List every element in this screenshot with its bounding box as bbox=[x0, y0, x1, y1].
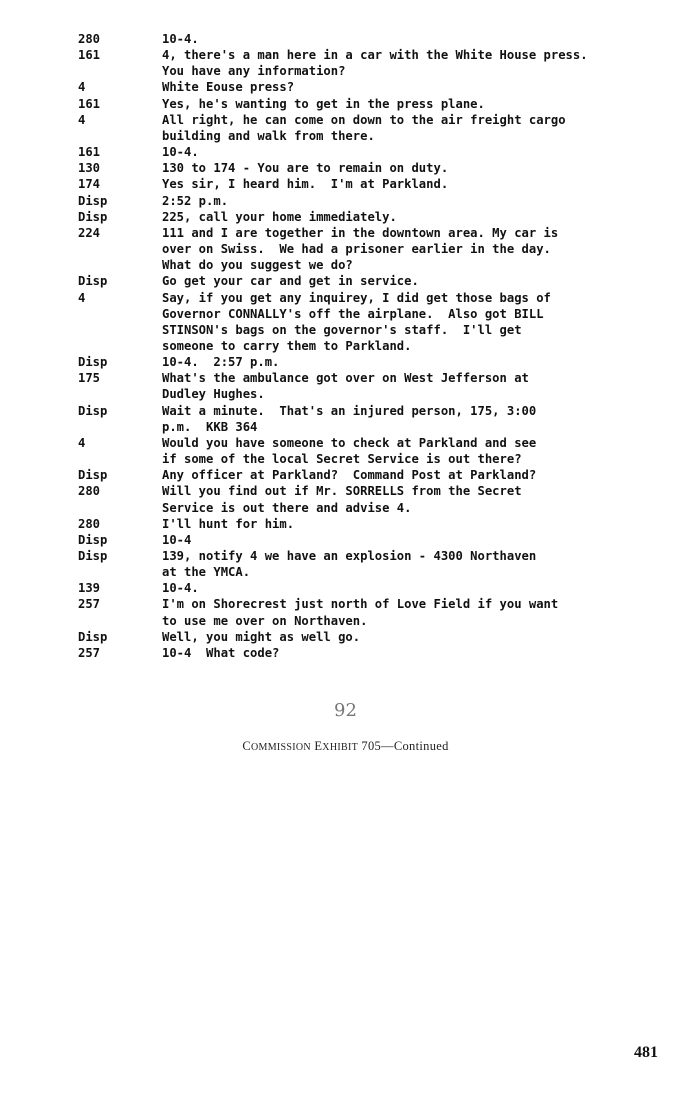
message-text bbox=[162, 596, 668, 628]
message-text bbox=[162, 225, 668, 273]
message-line: over on Swiss. We had a prisoner earlier in the day. bbox=[162, 242, 551, 257]
message-text bbox=[162, 112, 668, 144]
message-line: Say, if you get any inquirey, I did get those bags of bbox=[162, 290, 551, 305]
unit-id: 257 bbox=[78, 645, 101, 660]
message-line: What's the ambulance got over on West Jefferson at bbox=[162, 371, 529, 386]
message-line: I'll hunt for him. bbox=[162, 516, 295, 531]
message-line: You have any information? bbox=[162, 64, 346, 79]
transcript-entry bbox=[78, 483, 668, 515]
message-text bbox=[162, 532, 668, 548]
transcript-entry bbox=[78, 193, 668, 209]
transcript-entry bbox=[78, 225, 668, 273]
message-line: 130 to 174 - You are to remain on duty. bbox=[162, 161, 449, 176]
transcript-entry bbox=[78, 160, 668, 176]
page-number: 481 bbox=[634, 1044, 658, 1061]
transcript-entry bbox=[78, 79, 668, 95]
message-line: Go get your car and get in service. bbox=[162, 274, 419, 289]
message-line: I'm on Shorecrest just north of Love Field if you want bbox=[162, 597, 559, 612]
transcript-entry bbox=[78, 467, 668, 483]
message-line: 10-4. bbox=[162, 581, 199, 596]
message-line: 10-4 What code? bbox=[162, 645, 280, 660]
message-text bbox=[162, 645, 668, 661]
transcript-entry bbox=[78, 403, 668, 435]
message-line: building and walk from there. bbox=[162, 128, 375, 143]
message-text bbox=[162, 580, 668, 596]
unit-id: 257 bbox=[78, 597, 101, 612]
unit-id: Disp bbox=[78, 629, 108, 644]
message-line: Yes sir, I heard him. I'm at Parkland. bbox=[162, 177, 449, 192]
message-text bbox=[162, 370, 668, 402]
transcript-entry bbox=[78, 96, 668, 112]
message-line: All right, he can come on down to the air freight cargo bbox=[162, 112, 566, 127]
message-line: Yes, he's wanting to get in the press plane. bbox=[162, 96, 485, 111]
message-line: 111 and I are together in the downtown area. My car is bbox=[162, 225, 559, 240]
message-line: 4, there's a man here in a car with the White House press. bbox=[162, 48, 588, 63]
unit-id: 4 bbox=[78, 112, 86, 127]
message-text bbox=[162, 209, 668, 225]
message-line: Will you find out if Mr. SORRELLS from the Secret bbox=[162, 484, 522, 499]
message-line: 139, notify 4 we have an explosion - 4300 Northaven bbox=[162, 549, 537, 563]
unit-id: Disp bbox=[78, 403, 108, 418]
message-text bbox=[162, 290, 668, 355]
message-line: STINSON's bags on the governor's staff. I'll get bbox=[162, 322, 522, 337]
message-text bbox=[162, 96, 668, 112]
message-line: Governor CONNALLY's off the airplane. Also got BILL bbox=[162, 306, 544, 321]
transcript-entry bbox=[78, 176, 668, 192]
unit-id: 4 bbox=[78, 290, 86, 305]
transcript-entry bbox=[78, 354, 668, 370]
caption-rest: 705—Continued bbox=[357, 739, 449, 753]
transcript-entry bbox=[78, 532, 668, 548]
transcript-entry bbox=[78, 144, 668, 160]
message-text bbox=[162, 160, 668, 176]
message-line: 10-4. 2:57 p.m. bbox=[162, 355, 280, 370]
message-line: Dudley Hughes. bbox=[162, 387, 265, 402]
message-line: White Eouse press? bbox=[162, 80, 295, 95]
unit-id: 174 bbox=[78, 177, 101, 192]
exhibit-caption bbox=[0, 739, 691, 754]
unit-id: 4 bbox=[78, 80, 86, 95]
message-line: Any officer at Parkland? Command Post at Parkland? bbox=[162, 468, 537, 483]
transcript-entry bbox=[78, 435, 668, 467]
unit-id: 175 bbox=[78, 371, 101, 386]
unit-id: Disp bbox=[78, 355, 108, 370]
unit-id: 130 bbox=[78, 161, 101, 176]
transcript-entry bbox=[78, 31, 668, 47]
message-line: Wait a minute. That's an injured person, 175, 3:00 bbox=[162, 403, 537, 418]
unit-id: 161 bbox=[78, 96, 101, 111]
message-text bbox=[162, 516, 668, 532]
message-text bbox=[162, 273, 668, 289]
transcript-entry bbox=[78, 209, 668, 225]
unit-id: 280 bbox=[78, 484, 101, 499]
message-text bbox=[162, 31, 668, 47]
message-line: What do you suggest we do? bbox=[162, 258, 353, 273]
unit-id: Disp bbox=[78, 468, 108, 483]
unit-id: 224 bbox=[78, 225, 101, 240]
message-text bbox=[162, 193, 668, 209]
message-text bbox=[162, 435, 668, 467]
unit-id: 161 bbox=[78, 145, 101, 160]
message-text bbox=[162, 548, 668, 580]
unit-id: 161 bbox=[78, 48, 101, 63]
unit-id: 280 bbox=[78, 32, 101, 46]
message-line: p.m. KKB 364 bbox=[162, 419, 258, 434]
unit-id: Disp bbox=[78, 532, 108, 547]
message-text bbox=[162, 79, 668, 95]
message-line: Well, you might as well go. bbox=[162, 629, 361, 644]
transcript-entry bbox=[78, 370, 668, 402]
caption-word-2: XHIBIT bbox=[322, 742, 358, 753]
message-text bbox=[162, 629, 668, 645]
message-text bbox=[162, 403, 668, 435]
message-line: 10-4. bbox=[162, 145, 199, 160]
message-text bbox=[162, 144, 668, 160]
caption-initial-2: E bbox=[314, 739, 323, 753]
message-line: if some of the local Secret Service is out there? bbox=[162, 452, 522, 467]
transcript-entry bbox=[78, 596, 668, 628]
page-mark: 92 bbox=[334, 700, 357, 721]
transcript-entry bbox=[78, 112, 668, 144]
message-line: at the YMCA. bbox=[162, 565, 251, 580]
message-text bbox=[162, 467, 668, 483]
message-text bbox=[162, 354, 668, 370]
unit-id: 280 bbox=[78, 516, 101, 531]
message-text bbox=[162, 176, 668, 192]
transcript-entry bbox=[78, 645, 668, 661]
message-text bbox=[162, 483, 668, 515]
message-line: Would you have someone to check at Parkland and see bbox=[162, 435, 537, 450]
unit-id: 4 bbox=[78, 435, 86, 450]
transcript-entry bbox=[78, 548, 668, 580]
message-line: 10-4 bbox=[162, 532, 192, 547]
caption-initial-1: C bbox=[242, 739, 251, 753]
message-line: Service is out there and advise 4. bbox=[162, 500, 412, 515]
transcript-entry bbox=[78, 47, 668, 79]
unit-id: Disp bbox=[78, 193, 108, 208]
radio-transcript bbox=[78, 31, 668, 661]
caption-word-1: OMMISSION bbox=[250, 742, 311, 753]
unit-id: 139 bbox=[78, 581, 101, 596]
message-line: to use me over on Northaven. bbox=[162, 613, 368, 628]
transcript-entry bbox=[78, 580, 668, 596]
message-line: 2:52 p.m. bbox=[162, 193, 229, 208]
message-line: 225, call your home immediately. bbox=[162, 209, 397, 224]
message-line: 10-4. bbox=[162, 32, 199, 46]
message-line: someone to carry them to Parkland. bbox=[162, 338, 412, 353]
transcript-entry bbox=[78, 273, 668, 289]
transcript-entry bbox=[78, 629, 668, 645]
unit-id: Disp bbox=[78, 209, 108, 224]
transcript-entry bbox=[78, 290, 668, 355]
unit-id: Disp bbox=[78, 549, 108, 563]
unit-id: Disp bbox=[78, 274, 108, 289]
transcript-entry bbox=[78, 516, 668, 532]
message-text bbox=[162, 47, 668, 79]
